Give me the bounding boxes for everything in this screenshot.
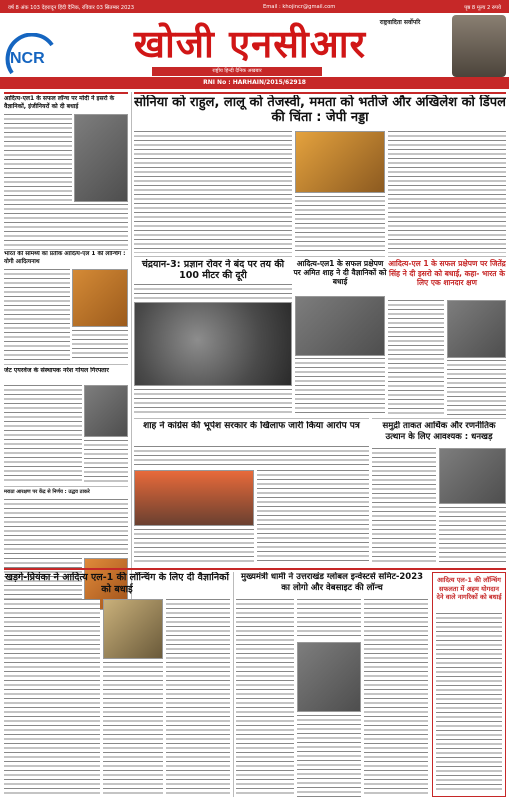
divider <box>4 568 506 570</box>
issue-info: वर्ष 8 अंक 103 देहरादून हिंदी दैनिक, रविवार 03 सितम्बर 2023 <box>8 4 135 11</box>
motto: राष्ट्रवादिता सर्वोपरि <box>379 19 421 26</box>
text-block <box>4 385 82 483</box>
text-block <box>436 613 502 793</box>
text-block <box>236 599 294 797</box>
moon-headline: चंद्रयान-3: प्रज्ञान रोवर ने बंद पर तय की 100 मीटर की दूरी <box>141 259 285 281</box>
shah-bhupesh-headline: शाह ने कांग्रेस की भूपेश सरकार के खिलाफ जारी किया आरोप पत्र <box>143 421 360 431</box>
divider <box>372 418 506 419</box>
text-block <box>103 662 163 797</box>
divider <box>134 256 292 257</box>
text-block <box>134 131 292 253</box>
text-block <box>297 599 361 639</box>
text-block <box>4 114 72 202</box>
boxed-headline: आदित्य एल-1 की लॉन्चिंग सफलता में अहम योगदान देने वाले नागरिकों को बधाई <box>436 576 502 601</box>
shah-isro-headline: आदित्य-एल1 के सफल प्रक्षेपण पर अमित शाह ने दी वैज्ञानिकों को बधाई <box>293 259 387 286</box>
amit-shah-photo <box>295 296 385 356</box>
divider <box>4 92 128 94</box>
text-block <box>134 529 254 562</box>
goyal-photo <box>84 385 128 437</box>
text-block <box>257 470 369 562</box>
dhami-headline: मुख्यमंत्री धामी ने उत्तराखंड ग्लोबल इन्वेस्टर्स समिट-2023 का लोगो और वेबसाइट की लॉन्च <box>240 572 424 593</box>
divider <box>295 256 385 257</box>
person-photo <box>452 15 506 77</box>
page-info: पृष्ठ 8 मूल्य 2 रुपये <box>464 4 501 11</box>
headline-yogi: भारत की सामर्थ्य का प्रतीक आदित्य-एल 1 की लॉन्चिंग : योगी आदित्यनाथ <box>4 251 126 265</box>
top-bar <box>0 0 509 13</box>
priyanka-photo <box>103 599 163 659</box>
modi-photo <box>74 114 128 202</box>
divider <box>233 572 234 797</box>
text-block <box>166 599 230 797</box>
text-block <box>134 446 369 468</box>
text-block <box>84 440 128 483</box>
logo-text: NCR <box>10 50 45 67</box>
kharge-headline: खड़गे-प्रियंका ने आदित्य एल-1 की लॉन्चिंग के लिए दी वैज्ञानिकों को बधाई <box>5 572 229 595</box>
text-block <box>388 300 444 415</box>
text-block <box>134 284 292 300</box>
text-block <box>295 196 385 253</box>
divider <box>388 256 506 257</box>
tagline: राष्ट्रीय हिन्दी दैनिक अखबार <box>152 67 322 76</box>
boxed-article <box>432 572 506 797</box>
moon-surface-photo <box>134 302 292 386</box>
yogi-photo <box>72 269 128 327</box>
left-column <box>4 92 128 622</box>
dhami-photo <box>297 642 361 712</box>
dhankhar-headline: समुद्री ताकत आर्थिक और रणनीतिक उत्थान के लिए आवश्यक : धनखड़ <box>382 421 496 442</box>
text-block <box>297 715 361 797</box>
rni-number: RNI No : HARHAIN/2015/62918 <box>0 77 509 89</box>
divider <box>134 92 506 94</box>
text-block <box>4 269 70 361</box>
divider <box>4 486 128 487</box>
ncr-logo <box>4 33 62 77</box>
text-block <box>295 358 385 415</box>
rally-photo <box>134 470 254 526</box>
nadda-photo <box>295 131 385 193</box>
dhankhar-photo <box>439 448 506 504</box>
newspaper-title: खोजी एनसीआर <box>133 22 367 66</box>
headline-goyal: जेट एयरवेज के संस्थापक नरेश गोयल गिरफ्तार <box>4 367 109 374</box>
lead-headline: सोनिया को राहुल, लालू को तेजस्वी, ममता को भतीजे और अखिलेश को डिंपल की चिंता : जेपी नड्डा <box>134 95 506 125</box>
text-block <box>4 204 128 246</box>
jitendra-headline: आदित्य-एल 1 के सफल प्रक्षेपण पर जितेंद्र सिंह ने दी इसरो को बधाई, कहा- भारत के लिए एक शानदार क्षण <box>388 259 506 287</box>
email-link[interactable]: Email : khojincr@gmail.com <box>262 3 336 10</box>
text-block <box>72 330 128 361</box>
text-block <box>4 499 128 555</box>
text-block <box>388 131 506 253</box>
text-block <box>439 507 506 562</box>
text-block <box>364 599 428 797</box>
divider <box>4 249 128 250</box>
divider <box>134 418 369 419</box>
headline-modi: आदित्य-एल1 के सफल लॉन्च पर मोदी ने इसरो के वैज्ञानिकों, इंजीनियरों को दी बधाई <box>4 95 115 110</box>
jitendra-photo <box>447 300 506 358</box>
divider <box>4 364 128 365</box>
headline-uddhav: मराठा आरक्षण पर केंद्र से निर्णय : उद्धव ठाकरे <box>4 489 90 495</box>
masthead <box>0 13 509 77</box>
text-block <box>372 448 436 562</box>
divider <box>131 92 132 622</box>
text-block <box>134 389 292 415</box>
text-block <box>447 360 506 415</box>
text-block <box>4 599 100 797</box>
